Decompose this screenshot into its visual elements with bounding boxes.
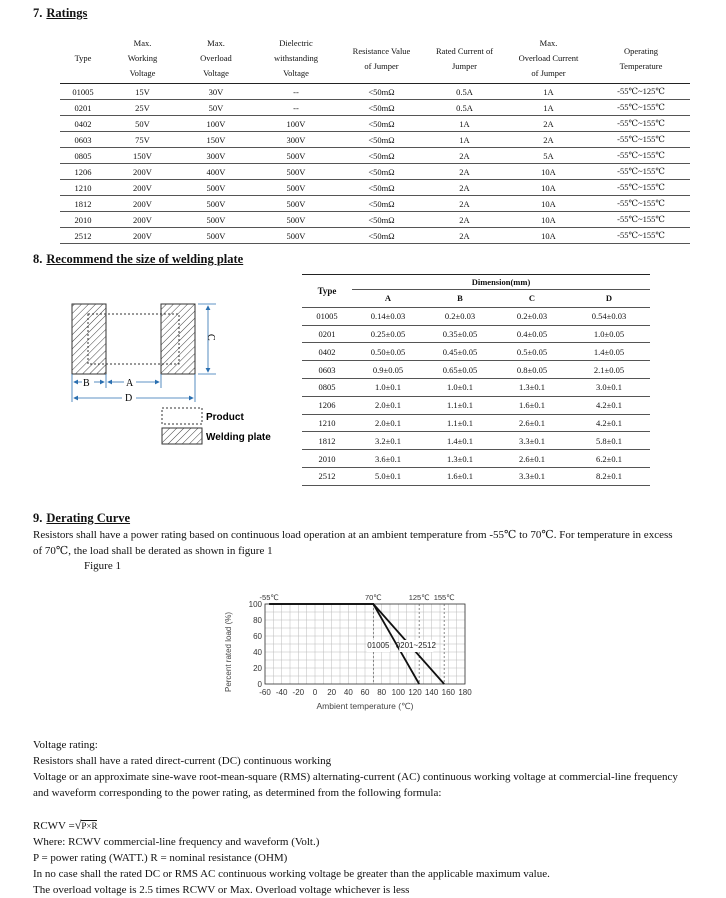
formula-line: [33, 817, 723, 834]
voltage-line: In no case shall the rated DC or RMS AC continuous working voltage be greater than the applicable maximum value.: [33, 868, 550, 880]
ratings-cell: 200V: [106, 180, 179, 196]
dimension-cell: 0.4±0.05: [496, 325, 568, 343]
dimension-row: [302, 396, 650, 414]
dimension-cell: 1.3±0.1: [496, 378, 568, 396]
dimension-cell: 0.8±0.05: [496, 361, 568, 379]
ratings-cell: 2A: [505, 132, 592, 148]
dimension-cell: 1812: [302, 432, 352, 450]
ratings-cell: 500V: [179, 196, 253, 212]
ratings-cell: 10A: [505, 212, 592, 228]
type-header: Type: [302, 275, 352, 308]
header-line: Overload Current: [518, 53, 579, 63]
ratings-row: [60, 148, 690, 164]
y-tick-label: 0: [257, 680, 262, 689]
x-tick-label: 180: [458, 688, 472, 697]
voltage-line: P = power rating (WATT.) R = nominal resistance (OHM): [33, 852, 288, 864]
paragraph-line: Resistors shall have a power rating based on continuous load operation at an ambient temperature from -55℃ to 70℃. For temperature in excess: [33, 529, 673, 541]
y-tick-label: 100: [248, 600, 262, 609]
header-line: Jumper: [451, 60, 478, 71]
paragraph-line: of 70℃, the load shall be derated as shown in figure 1: [33, 545, 273, 557]
ratings-cell: 75V: [106, 132, 179, 148]
dimension-cell: 2.0±0.1: [352, 414, 424, 432]
ratings-cell: 15V: [106, 84, 179, 100]
dimension-cell: 0603: [302, 361, 352, 379]
header-line: withstanding: [274, 53, 318, 63]
ratings-cell: 1A: [424, 132, 505, 148]
ratings-cell: 5A: [505, 148, 592, 164]
y-tick-label: 60: [253, 632, 262, 641]
ratings-cell: 2A: [424, 180, 505, 196]
ratings-cell: 2A: [424, 212, 505, 228]
ratings-cell: 2010: [60, 212, 106, 228]
voltage-line: Where: RCWV commercial-line frequency and waveform (Volt.): [33, 836, 320, 848]
ratings-row: [60, 196, 690, 212]
ratings-row: [60, 100, 690, 116]
y-tick-label: 40: [253, 648, 262, 657]
ratings-cell: 10A: [505, 164, 592, 180]
voltage-line: The overload voltage is 2.5 times RCWV or Max. Overload voltage whichever is less: [33, 884, 410, 896]
ratings-row: [60, 164, 690, 180]
ratings-cell: 1210: [60, 180, 106, 196]
ratings-cell: 500V: [253, 164, 339, 180]
header-line: Temperature: [619, 60, 663, 71]
header-line: Voltage: [203, 68, 229, 78]
dimension-cell: 0.2±0.03: [496, 307, 568, 325]
dimension-cell: 1.0±0.1: [352, 378, 424, 396]
voltage-line: Resistors shall have a rated direct-current (DC) continuous working: [33, 755, 332, 767]
dimension-cell: 0.25±0.05: [352, 325, 424, 343]
ratings-cell: 10A: [505, 196, 592, 212]
x-tick-label: 0: [312, 688, 318, 697]
dimension-a-label: A: [126, 378, 134, 389]
ratings-cell: 50V: [106, 116, 179, 132]
ratings-cell: 500V: [179, 212, 253, 228]
dimension-cell: 1.6±0.1: [424, 467, 496, 485]
dimension-cell: 01005: [302, 307, 352, 325]
ratings-cell: 50V: [179, 100, 253, 116]
x-tick-label: 160: [441, 688, 456, 697]
derating-paragraph: [33, 527, 723, 559]
ratings-cell: 2A: [424, 196, 505, 212]
legend-product-label: Product: [206, 412, 244, 423]
dimension-row: [302, 325, 650, 343]
x-tick-label: -20: [292, 688, 305, 697]
header-line: Voltage: [129, 68, 156, 78]
section-8-heading: [33, 250, 243, 268]
dimension-cell: 1.4±0.05: [568, 343, 650, 361]
header-line: Voltage: [283, 68, 309, 78]
ratings-cell: 500V: [253, 228, 339, 244]
ratings-cell: 2A: [505, 116, 592, 132]
dimension-cell: 1.4±0.1: [424, 432, 496, 450]
ratings-cell: <50mΩ: [339, 180, 424, 196]
dimension-cell: 1.6±0.1: [496, 396, 568, 414]
ratings-cell: <50mΩ: [339, 116, 424, 132]
dimension-cell: 3.3±0.1: [496, 432, 568, 450]
dimension-cell: 0.5±0.05: [496, 343, 568, 361]
y-tick-label: 20: [253, 664, 262, 673]
dimension-cell: 2.6±0.1: [496, 414, 568, 432]
ratings-cell: 0.5A: [424, 84, 505, 100]
ratings-cell: -55℃~155℃: [592, 180, 690, 196]
section-title: Ratings: [46, 6, 88, 20]
ratings-cell: 25V: [106, 100, 179, 116]
formula-left: RCWV =: [33, 820, 75, 832]
dimension-col-header: D: [568, 290, 650, 308]
dimension-cell: 0.54±0.03: [568, 307, 650, 325]
section-number: 8.: [33, 252, 43, 266]
ratings-cell: <50mΩ: [339, 228, 424, 244]
ratings-header-cell: [592, 36, 690, 84]
series-label: 01005: [367, 641, 390, 650]
dimension-cell: 1.0±0.1: [424, 378, 496, 396]
ratings-cell: <50mΩ: [339, 196, 424, 212]
header-line: Type: [74, 53, 92, 63]
ratings-cell: -55℃~155℃: [592, 116, 690, 132]
ratings-cell: 100V: [179, 116, 253, 132]
ratings-cell: 30V: [179, 84, 253, 100]
section-7-heading: [33, 4, 87, 22]
ratings-cell: 200V: [106, 228, 179, 244]
ratings-cell: 0402: [60, 116, 106, 132]
x-tick-label: 120: [408, 688, 422, 697]
temperature-annotation: 155℃: [433, 593, 455, 602]
ratings-cell: 0603: [60, 132, 106, 148]
dimension-cell: 3.2±0.1: [352, 432, 424, 450]
dimension-cell: 3.3±0.1: [496, 467, 568, 485]
dimension-col-header: A: [352, 290, 424, 308]
section-9-heading: [33, 509, 130, 527]
dimension-cell: 0402: [302, 343, 352, 361]
ratings-cell: 1A: [505, 84, 592, 100]
dimension-cell: 5.8±0.1: [568, 432, 650, 450]
section-title: Recommend the size of welding plate: [46, 252, 244, 266]
header-line: Max.: [539, 38, 558, 48]
dimension-row: [302, 450, 650, 468]
ratings-cell: 400V: [179, 164, 253, 180]
header-line: Max.: [207, 38, 225, 48]
x-tick-label: 80: [377, 688, 387, 697]
ratings-table: [60, 36, 690, 244]
ratings-cell: 500V: [253, 148, 339, 164]
dimension-cell: 4.2±0.1: [568, 396, 650, 414]
y-axis-title: Percent rated load (%): [224, 611, 233, 693]
ratings-cell: 200V: [106, 164, 179, 180]
dimension-row: [302, 432, 650, 450]
dimension-col-header: B: [424, 290, 496, 308]
ratings-cell: --: [253, 84, 339, 100]
dimension-row: [302, 361, 650, 379]
ratings-cell: 0.5A: [424, 100, 505, 116]
ratings-cell: 500V: [179, 180, 253, 196]
dimension-cell: 1210: [302, 414, 352, 432]
ratings-cell: 200V: [106, 212, 179, 228]
dimension-cell: 0.50±0.05: [352, 343, 424, 361]
ratings-row: [60, 116, 690, 132]
temperature-annotation: 70℃: [364, 593, 382, 602]
x-axis-title: Ambient temperature (℃): [316, 701, 414, 711]
ratings-cell: 500V: [253, 212, 339, 228]
temperature-annotation: -55℃: [259, 593, 279, 602]
dimension-d-label: D: [125, 393, 133, 404]
ratings-header-cell: [60, 36, 106, 84]
dimension-cell: 1.3±0.1: [424, 450, 496, 468]
ratings-cell: 2A: [424, 148, 505, 164]
ratings-cell: 300V: [179, 148, 253, 164]
dimension-cell: 0.65±0.05: [424, 361, 496, 379]
dimension-col-header-row: [302, 290, 650, 308]
ratings-cell: <50mΩ: [339, 100, 424, 116]
ratings-cell: 100V: [253, 116, 339, 132]
dimension-header-row: [302, 275, 650, 290]
ratings-row: [60, 132, 690, 148]
dimension-cell: 3.6±0.1: [352, 450, 424, 468]
ratings-cell: -55℃~155℃: [592, 100, 690, 116]
ratings-cell: 10A: [505, 180, 592, 196]
ratings-cell: 1A: [424, 116, 505, 132]
dimension-b-label: B: [83, 378, 90, 389]
section-title: Derating Curve: [46, 511, 131, 525]
section-number: 9.: [33, 511, 43, 525]
dimension-row: [302, 307, 650, 325]
dimension-row: [302, 343, 650, 361]
ratings-cell: -55℃~155℃: [592, 212, 690, 228]
dimension-cell: 0.14±0.03: [352, 307, 424, 325]
dimension-row: [302, 467, 650, 485]
ratings-header-cell: [106, 36, 179, 84]
ratings-header-cell: [253, 36, 339, 84]
welding-plate-diagram: [60, 290, 310, 450]
dimension-cell: 5.0±0.1: [352, 467, 424, 485]
derating-chart: [215, 585, 505, 720]
x-tick-label: 100: [391, 688, 406, 697]
header-line: Rated Current of: [435, 45, 494, 56]
dimension-cell: 0805: [302, 378, 352, 396]
header-line: Operating: [624, 45, 658, 56]
dimension-cell: 2512: [302, 467, 352, 485]
ratings-cell: <50mΩ: [339, 132, 424, 148]
dimension-cell: 2.1±0.05: [568, 361, 650, 379]
legend-welding-swatch: [162, 428, 202, 444]
ratings-cell: 150V: [106, 148, 179, 164]
x-tick-label: 140: [424, 688, 439, 697]
ratings-cell: 200V: [106, 196, 179, 212]
header-line: Resistance Value: [352, 45, 411, 56]
y-tick-label: 80: [253, 616, 262, 625]
header-line: Dielectric: [279, 38, 313, 48]
header-line: of Jumper: [364, 60, 399, 71]
dimension-cell: 1.0±0.05: [568, 325, 650, 343]
x-tick-label: 40: [343, 688, 353, 697]
dimension-cell: 6.2±0.1: [568, 450, 650, 468]
dimension-cell: 0.35±0.05: [424, 325, 496, 343]
ratings-cell: 1A: [505, 100, 592, 116]
temperature-annotation: 125℃: [408, 593, 430, 602]
voltage-line: Voltage or an approximate sine-wave root-mean-square (RMS) alternating-current (AC) continuous working voltage at commercial-line frequency: [33, 771, 678, 783]
dimension-cell: 3.0±0.1: [568, 378, 650, 396]
voltage-line: Voltage rating:: [33, 739, 98, 751]
ratings-row: [60, 228, 690, 244]
ratings-cell: 01005: [60, 84, 106, 100]
voltage-rating-block: [33, 737, 723, 898]
ratings-cell: -55℃~155℃: [592, 132, 690, 148]
x-tick-label: 20: [327, 688, 337, 697]
ratings-cell: 500V: [179, 228, 253, 244]
header-line: Max.: [133, 38, 152, 48]
x-tick-label: -40: [275, 688, 288, 697]
dimension-row: [302, 378, 650, 396]
dimension-cell: 1206: [302, 396, 352, 414]
ratings-cell: <50mΩ: [339, 148, 424, 164]
ratings-cell: --: [253, 100, 339, 116]
ratings-cell: -55℃~155℃: [592, 164, 690, 180]
dimension-cell: 4.2±0.1: [568, 414, 650, 432]
dimension-cell: 8.2±0.1: [568, 467, 650, 485]
dimension-group-header: Dimension(mm): [352, 275, 650, 290]
dimension-cell: 2010: [302, 450, 352, 468]
ratings-row: [60, 84, 690, 100]
ratings-header-cell: [424, 36, 505, 84]
ratings-cell: 1206: [60, 164, 106, 180]
ratings-header-row: [60, 36, 690, 84]
ratings-cell: <50mΩ: [339, 164, 424, 180]
ratings-cell: -55℃~155℃: [592, 196, 690, 212]
dimension-cell: 1.1±0.1: [424, 396, 496, 414]
dimension-cell: 0.2±0.03: [424, 307, 496, 325]
ratings-cell: 500V: [253, 180, 339, 196]
section-number: 7.: [33, 6, 43, 20]
legend-welding-label: Welding plate: [206, 432, 271, 443]
header-line: Working: [127, 53, 158, 63]
ratings-row: [60, 212, 690, 228]
ratings-cell: <50mΩ: [339, 84, 424, 100]
dimension-col-header: C: [496, 290, 568, 308]
dimension-cell: 0.9±0.05: [352, 361, 424, 379]
ratings-cell: 150V: [179, 132, 253, 148]
ratings-cell: 300V: [253, 132, 339, 148]
dimension-cell: 0.45±0.05: [424, 343, 496, 361]
dimension-cell: 0201: [302, 325, 352, 343]
ratings-cell: 1812: [60, 196, 106, 212]
ratings-cell: -55℃~155℃: [592, 148, 690, 164]
dimension-cell: 1.1±0.1: [424, 414, 496, 432]
dimension-cell: 2.6±0.1: [496, 450, 568, 468]
header-line: of Jumper: [531, 68, 566, 78]
ratings-cell: 2A: [424, 164, 505, 180]
ratings-cell: 2512: [60, 228, 106, 244]
ratings-cell: 10A: [505, 228, 592, 244]
ratings-cell: 0201: [60, 100, 106, 116]
figure-label: Figure 1: [84, 560, 121, 572]
ratings-cell: 2A: [424, 228, 505, 244]
ratings-cell: <50mΩ: [339, 212, 424, 228]
header-line: Overload: [200, 53, 232, 63]
ratings-cell: 500V: [253, 196, 339, 212]
voltage-line: and waveform corresponding to the power rating, as determined from the following formula:: [33, 787, 442, 799]
dimension-cell: 2.0±0.1: [352, 396, 424, 414]
ratings-cell: -55℃~155℃: [592, 228, 690, 244]
series-label: 0201~2512: [395, 641, 436, 650]
ratings-header-cell: [339, 36, 424, 84]
ratings-cell: 0805: [60, 148, 106, 164]
x-tick-label: 60: [360, 688, 370, 697]
legend-product-swatch: [162, 408, 202, 424]
ratings-header-cell: [179, 36, 253, 84]
dimension-row: [302, 414, 650, 432]
formula-radicand: P×R: [81, 821, 98, 831]
ratings-row: [60, 180, 690, 196]
dimension-c-label: C: [205, 334, 216, 341]
ratings-header-cell: [505, 36, 592, 84]
sqrt-symbol: √: [74, 818, 82, 832]
dimension-table: [302, 274, 650, 486]
x-tick-label: -60: [259, 688, 271, 697]
ratings-cell: -55℃~125℃: [592, 84, 690, 100]
